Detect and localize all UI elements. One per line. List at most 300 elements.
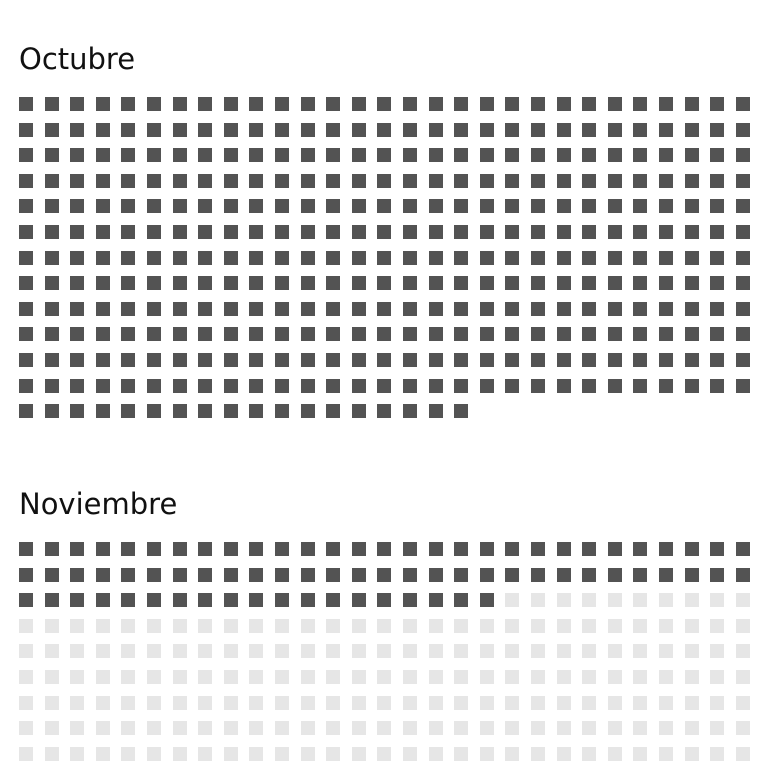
waffle-cell-octubre-filled bbox=[301, 302, 315, 316]
waffle-cell-noviembre-empty bbox=[198, 644, 212, 658]
waffle-cell-noviembre-empty bbox=[403, 721, 417, 735]
waffle-cell-noviembre-filled bbox=[608, 568, 622, 582]
waffle-cell-noviembre-empty bbox=[249, 619, 263, 633]
waffle-cell-noviembre-empty bbox=[710, 696, 724, 710]
waffle-cell-octubre-filled bbox=[45, 327, 59, 341]
waffle-cell-octubre-filled bbox=[147, 225, 161, 239]
waffle-cell-octubre-filled bbox=[608, 123, 622, 137]
waffle-cell-noviembre-empty bbox=[173, 619, 187, 633]
waffle-cell-noviembre-empty bbox=[480, 670, 494, 684]
waffle-cell-noviembre-empty bbox=[608, 747, 622, 761]
waffle-cell-noviembre-empty bbox=[557, 644, 571, 658]
waffle-cell-octubre-filled bbox=[301, 199, 315, 213]
waffle-cell-noviembre-empty bbox=[403, 696, 417, 710]
waffle-cell-octubre-filled bbox=[531, 302, 545, 316]
waffle-cell-octubre-filled bbox=[121, 225, 135, 239]
waffle-cell-octubre-filled bbox=[557, 225, 571, 239]
waffle-cell-noviembre-filled bbox=[173, 593, 187, 607]
waffle-cell-noviembre-filled bbox=[736, 568, 750, 582]
waffle-cell-octubre-filled bbox=[301, 353, 315, 367]
waffle-cell-octubre-filled bbox=[121, 199, 135, 213]
waffle-cell-octubre-filled bbox=[301, 97, 315, 111]
waffle-cell-noviembre-empty bbox=[275, 721, 289, 735]
waffle-cell-octubre-filled bbox=[70, 276, 84, 290]
waffle-cell-octubre-filled bbox=[96, 327, 110, 341]
waffle-cell-octubre-filled bbox=[480, 97, 494, 111]
waffle-cell-octubre-filled bbox=[557, 302, 571, 316]
waffle-cell-octubre-filled bbox=[70, 97, 84, 111]
waffle-cell-noviembre-empty bbox=[198, 619, 212, 633]
waffle-cell-octubre-filled bbox=[198, 404, 212, 418]
waffle-cell-octubre-filled bbox=[301, 174, 315, 188]
waffle-cell-octubre-filled bbox=[147, 276, 161, 290]
waffle-cell-noviembre-empty bbox=[429, 696, 443, 710]
waffle-cell-noviembre-empty bbox=[377, 721, 391, 735]
waffle-cell-octubre-filled bbox=[224, 148, 238, 162]
waffle-cell-octubre-filled bbox=[531, 97, 545, 111]
waffle-cell-octubre-filled bbox=[429, 148, 443, 162]
waffle-cell-noviembre-empty bbox=[173, 696, 187, 710]
waffle-cell-noviembre-filled bbox=[352, 593, 366, 607]
waffle-cell-octubre-filled bbox=[608, 302, 622, 316]
waffle-cell-noviembre-empty bbox=[45, 696, 59, 710]
waffle-cell-octubre-filled bbox=[480, 276, 494, 290]
waffle-cell-octubre-filled bbox=[505, 251, 519, 265]
waffle-cell-octubre-filled bbox=[249, 199, 263, 213]
waffle-cell-noviembre-empty bbox=[659, 721, 673, 735]
waffle-cell-octubre-filled bbox=[275, 148, 289, 162]
waffle-cell-octubre-filled bbox=[70, 148, 84, 162]
waffle-cell-noviembre-empty bbox=[685, 721, 699, 735]
waffle-cell-noviembre-empty bbox=[19, 721, 33, 735]
waffle-cell-octubre-filled bbox=[480, 199, 494, 213]
waffle-cell-noviembre-empty bbox=[633, 670, 647, 684]
waffle-cell-noviembre-empty bbox=[710, 747, 724, 761]
waffle-cell-noviembre-empty bbox=[454, 721, 468, 735]
waffle-cell-noviembre-filled bbox=[96, 542, 110, 556]
waffle-cell-octubre-filled bbox=[121, 97, 135, 111]
waffle-cell-octubre-filled bbox=[633, 225, 647, 239]
waffle-cell-octubre-filled bbox=[198, 327, 212, 341]
waffle-cell-noviembre-filled bbox=[198, 593, 212, 607]
waffle-cell-octubre-filled bbox=[173, 353, 187, 367]
waffle-cell-octubre-filled bbox=[685, 174, 699, 188]
waffle-cell-octubre-filled bbox=[710, 327, 724, 341]
waffle-cell-octubre-filled bbox=[96, 379, 110, 393]
waffle-cell-octubre-filled bbox=[275, 379, 289, 393]
waffle-cell-noviembre-empty bbox=[633, 747, 647, 761]
waffle-cell-octubre-filled bbox=[736, 199, 750, 213]
waffle-cell-noviembre-empty bbox=[531, 593, 545, 607]
waffle-cell-octubre-filled bbox=[275, 327, 289, 341]
waffle-cell-octubre-filled bbox=[352, 251, 366, 265]
waffle-cell-noviembre-empty bbox=[173, 644, 187, 658]
waffle-cell-octubre-filled bbox=[454, 327, 468, 341]
waffle-cell-octubre-filled bbox=[454, 353, 468, 367]
waffle-cell-noviembre-filled bbox=[429, 568, 443, 582]
waffle-cell-noviembre-empty bbox=[480, 696, 494, 710]
waffle-cell-octubre-filled bbox=[633, 148, 647, 162]
waffle-cell-octubre-filled bbox=[249, 276, 263, 290]
waffle-cell-noviembre-empty bbox=[224, 696, 238, 710]
waffle-cell-noviembre-empty bbox=[121, 644, 135, 658]
waffle-cell-octubre-filled bbox=[659, 379, 673, 393]
waffle-cell-octubre-filled bbox=[326, 97, 340, 111]
waffle-cell-octubre-filled bbox=[19, 123, 33, 137]
waffle-cell-noviembre-filled bbox=[531, 542, 545, 556]
waffle-cell-octubre-filled bbox=[403, 199, 417, 213]
waffle-cell-octubre-filled bbox=[582, 97, 596, 111]
waffle-cell-noviembre-empty bbox=[249, 747, 263, 761]
waffle-cell-noviembre-filled bbox=[505, 568, 519, 582]
waffle-cell-octubre-filled bbox=[710, 251, 724, 265]
waffle-cell-octubre-filled bbox=[557, 327, 571, 341]
waffle-cell-octubre-filled bbox=[710, 353, 724, 367]
waffle-cell-noviembre-filled bbox=[659, 568, 673, 582]
waffle-cell-octubre-filled bbox=[326, 123, 340, 137]
waffle-cell-octubre-filled bbox=[70, 174, 84, 188]
waffle-cell-octubre-filled bbox=[710, 123, 724, 137]
waffle-cell-octubre-filled bbox=[377, 404, 391, 418]
waffle-cell-octubre-filled bbox=[224, 327, 238, 341]
waffle-cell-octubre-filled bbox=[454, 148, 468, 162]
waffle-cell-noviembre-empty bbox=[633, 721, 647, 735]
waffle-cell-octubre-filled bbox=[685, 379, 699, 393]
waffle-cell-octubre-filled bbox=[198, 302, 212, 316]
waffle-cell-noviembre-filled bbox=[147, 593, 161, 607]
waffle-cell-noviembre-empty bbox=[659, 644, 673, 658]
waffle-cell-octubre-filled bbox=[326, 199, 340, 213]
waffle-cell-octubre-filled bbox=[45, 225, 59, 239]
waffle-cell-octubre-filled bbox=[147, 379, 161, 393]
waffle-cell-octubre-filled bbox=[45, 123, 59, 137]
waffle-cell-octubre-filled bbox=[454, 199, 468, 213]
waffle-cell-octubre-filled bbox=[301, 379, 315, 393]
waffle-cell-noviembre-filled bbox=[326, 568, 340, 582]
waffle-cell-noviembre-empty bbox=[710, 670, 724, 684]
waffle-cell-noviembre-empty bbox=[173, 721, 187, 735]
waffle-cell-noviembre-filled bbox=[557, 568, 571, 582]
waffle-cell-octubre-filled bbox=[275, 353, 289, 367]
waffle-cell-noviembre-empty bbox=[710, 619, 724, 633]
waffle-cell-octubre-filled bbox=[198, 199, 212, 213]
waffle-cell-octubre-filled bbox=[454, 123, 468, 137]
waffle-cell-noviembre-filled bbox=[96, 568, 110, 582]
waffle-cell-octubre-filled bbox=[301, 276, 315, 290]
waffle-cell-octubre-filled bbox=[736, 123, 750, 137]
waffle-cell-octubre-filled bbox=[377, 225, 391, 239]
waffle-cell-octubre-filled bbox=[275, 276, 289, 290]
waffle-cell-noviembre-empty bbox=[224, 644, 238, 658]
waffle-cell-noviembre-empty bbox=[659, 619, 673, 633]
waffle-cell-noviembre-empty bbox=[557, 619, 571, 633]
waffle-cell-octubre-filled bbox=[531, 276, 545, 290]
waffle-cell-octubre-filled bbox=[633, 251, 647, 265]
waffle-cell-octubre-filled bbox=[608, 174, 622, 188]
waffle-cell-octubre-filled bbox=[659, 123, 673, 137]
waffle-cell-noviembre-filled bbox=[121, 542, 135, 556]
waffle-cell-octubre-filled bbox=[403, 225, 417, 239]
waffle-cell-noviembre-empty bbox=[429, 670, 443, 684]
waffle-cell-octubre-filled bbox=[198, 225, 212, 239]
waffle-cell-noviembre-empty bbox=[659, 593, 673, 607]
waffle-cell-octubre-filled bbox=[352, 148, 366, 162]
waffle-cell-noviembre-empty bbox=[557, 696, 571, 710]
waffle-cell-octubre-filled bbox=[582, 379, 596, 393]
waffle-cell-noviembre-filled bbox=[224, 568, 238, 582]
waffle-cell-octubre-filled bbox=[505, 148, 519, 162]
waffle-cell-noviembre-empty bbox=[19, 644, 33, 658]
waffle-cell-octubre-filled bbox=[121, 251, 135, 265]
waffle-cell-octubre-filled bbox=[736, 353, 750, 367]
waffle-cell-octubre-filled bbox=[659, 97, 673, 111]
waffle-cell-noviembre-filled bbox=[685, 542, 699, 556]
waffle-cell-octubre-filled bbox=[326, 251, 340, 265]
waffle-cell-octubre-filled bbox=[582, 251, 596, 265]
waffle-cell-noviembre-empty bbox=[480, 721, 494, 735]
waffle-cell-octubre-filled bbox=[70, 199, 84, 213]
waffle-cell-noviembre-empty bbox=[454, 619, 468, 633]
waffle-cell-octubre-filled bbox=[96, 123, 110, 137]
waffle-cell-octubre-filled bbox=[249, 123, 263, 137]
waffle-cell-noviembre-empty bbox=[70, 644, 84, 658]
waffle-cell-octubre-filled bbox=[505, 225, 519, 239]
waffle-cell-noviembre-filled bbox=[70, 568, 84, 582]
waffle-cell-noviembre-empty bbox=[19, 696, 33, 710]
waffle-cell-octubre-filled bbox=[608, 327, 622, 341]
waffle-cell-octubre-filled bbox=[377, 276, 391, 290]
waffle-cell-octubre-filled bbox=[173, 404, 187, 418]
waffle-cell-octubre-filled bbox=[377, 199, 391, 213]
waffle-cell-noviembre-empty bbox=[70, 747, 84, 761]
waffle-cell-octubre-filled bbox=[710, 148, 724, 162]
waffle-cell-noviembre-empty bbox=[275, 747, 289, 761]
waffle-cell-octubre-filled bbox=[710, 199, 724, 213]
waffle-cell-noviembre-empty bbox=[301, 670, 315, 684]
waffle-cell-octubre-filled bbox=[301, 123, 315, 137]
waffle-cell-octubre-filled bbox=[377, 353, 391, 367]
waffle-cell-octubre-filled bbox=[249, 97, 263, 111]
waffle-cell-noviembre-empty bbox=[633, 593, 647, 607]
chart-title-noviembre: Noviembre bbox=[19, 487, 178, 521]
waffle-cell-noviembre-empty bbox=[736, 747, 750, 761]
waffle-cell-noviembre-empty bbox=[173, 747, 187, 761]
waffle-cell-octubre-filled bbox=[70, 327, 84, 341]
waffle-cell-octubre-filled bbox=[557, 379, 571, 393]
waffle-cell-noviembre-filled bbox=[505, 542, 519, 556]
waffle-cell-octubre-filled bbox=[608, 225, 622, 239]
waffle-cell-noviembre-empty bbox=[70, 721, 84, 735]
waffle-cell-octubre-filled bbox=[224, 174, 238, 188]
waffle-cell-octubre-filled bbox=[429, 174, 443, 188]
waffle-cell-octubre-filled bbox=[531, 174, 545, 188]
waffle-cell-noviembre-empty bbox=[557, 593, 571, 607]
waffle-cell-octubre-filled bbox=[121, 302, 135, 316]
waffle-cell-noviembre-empty bbox=[505, 593, 519, 607]
waffle-cell-octubre-filled bbox=[557, 97, 571, 111]
waffle-cell-noviembre-empty bbox=[429, 721, 443, 735]
waffle-cell-noviembre-empty bbox=[403, 747, 417, 761]
waffle-cell-noviembre-empty bbox=[531, 644, 545, 658]
waffle-cell-octubre-filled bbox=[633, 379, 647, 393]
waffle-cell-octubre-filled bbox=[45, 199, 59, 213]
waffle-cell-noviembre-empty bbox=[147, 747, 161, 761]
waffle-cell-octubre-filled bbox=[301, 225, 315, 239]
waffle-cell-octubre-filled bbox=[710, 276, 724, 290]
waffle-cell-octubre-filled bbox=[659, 353, 673, 367]
waffle-cell-octubre-filled bbox=[121, 174, 135, 188]
waffle-cell-octubre-filled bbox=[505, 276, 519, 290]
waffle-cell-noviembre-empty bbox=[147, 644, 161, 658]
waffle-cell-octubre-filled bbox=[224, 199, 238, 213]
waffle-cell-octubre-filled bbox=[173, 97, 187, 111]
waffle-cell-octubre-filled bbox=[147, 404, 161, 418]
waffle-cell-octubre-filled bbox=[121, 404, 135, 418]
waffle-cell-octubre-filled bbox=[224, 404, 238, 418]
waffle-cell-octubre-filled bbox=[531, 199, 545, 213]
waffle-cell-noviembre-filled bbox=[429, 542, 443, 556]
waffle-cell-octubre-filled bbox=[45, 353, 59, 367]
waffle-cell-octubre-filled bbox=[249, 302, 263, 316]
waffle-cell-octubre-filled bbox=[96, 199, 110, 213]
waffle-cell-octubre-filled bbox=[45, 276, 59, 290]
waffle-cell-noviembre-empty bbox=[377, 747, 391, 761]
waffle-cell-octubre-filled bbox=[224, 276, 238, 290]
waffle-cell-noviembre-filled bbox=[403, 568, 417, 582]
waffle-cell-octubre-filled bbox=[70, 251, 84, 265]
waffle-cell-octubre-filled bbox=[301, 148, 315, 162]
waffle-cell-noviembre-empty bbox=[582, 696, 596, 710]
waffle-cell-octubre-filled bbox=[531, 148, 545, 162]
waffle-cell-noviembre-empty bbox=[454, 747, 468, 761]
waffle-cell-octubre-filled bbox=[173, 327, 187, 341]
waffle-cell-octubre-filled bbox=[736, 276, 750, 290]
waffle-cell-noviembre-empty bbox=[96, 619, 110, 633]
waffle-cell-octubre-filled bbox=[70, 353, 84, 367]
waffle-cell-noviembre-filled bbox=[582, 568, 596, 582]
waffle-cell-noviembre-empty bbox=[710, 644, 724, 658]
waffle-cell-octubre-filled bbox=[19, 379, 33, 393]
waffle-cell-noviembre-empty bbox=[96, 670, 110, 684]
waffle-cell-octubre-filled bbox=[454, 251, 468, 265]
waffle-cell-noviembre-empty bbox=[736, 644, 750, 658]
waffle-cell-noviembre-empty bbox=[96, 644, 110, 658]
waffle-cell-noviembre-empty bbox=[403, 644, 417, 658]
waffle-cell-noviembre-empty bbox=[377, 696, 391, 710]
waffle-cell-octubre-filled bbox=[352, 379, 366, 393]
waffle-cell-octubre-filled bbox=[198, 353, 212, 367]
waffle-cell-octubre-filled bbox=[633, 327, 647, 341]
waffle-cell-octubre-filled bbox=[326, 379, 340, 393]
waffle-cell-octubre-filled bbox=[352, 225, 366, 239]
waffle-cell-octubre-filled bbox=[557, 174, 571, 188]
waffle-cell-octubre-filled bbox=[96, 302, 110, 316]
waffle-cell-octubre-filled bbox=[633, 353, 647, 367]
waffle-cell-octubre-filled bbox=[429, 404, 443, 418]
waffle-cell-octubre-filled bbox=[70, 123, 84, 137]
waffle-cell-octubre-filled bbox=[736, 327, 750, 341]
waffle-cell-octubre-filled bbox=[96, 148, 110, 162]
waffle-cell-octubre-filled bbox=[121, 276, 135, 290]
waffle-cell-noviembre-empty bbox=[608, 696, 622, 710]
waffle-cell-noviembre-filled bbox=[352, 568, 366, 582]
waffle-cell-noviembre-filled bbox=[480, 568, 494, 582]
waffle-cell-octubre-filled bbox=[249, 148, 263, 162]
waffle-cell-octubre-filled bbox=[505, 97, 519, 111]
waffle-cell-noviembre-empty bbox=[326, 619, 340, 633]
waffle-cell-octubre-filled bbox=[121, 148, 135, 162]
waffle-cell-octubre-filled bbox=[147, 251, 161, 265]
waffle-cell-octubre-filled bbox=[582, 276, 596, 290]
waffle-cell-noviembre-filled bbox=[19, 593, 33, 607]
waffle-cell-octubre-filled bbox=[403, 353, 417, 367]
waffle-cell-noviembre-empty bbox=[45, 747, 59, 761]
waffle-cell-noviembre-filled bbox=[70, 593, 84, 607]
waffle-cell-noviembre-empty bbox=[147, 721, 161, 735]
waffle-cell-octubre-filled bbox=[377, 251, 391, 265]
waffle-cell-octubre-filled bbox=[736, 251, 750, 265]
waffle-cell-octubre-filled bbox=[19, 148, 33, 162]
waffle-cell-noviembre-empty bbox=[582, 670, 596, 684]
waffle-cell-noviembre-empty bbox=[685, 747, 699, 761]
waffle-cell-octubre-filled bbox=[96, 353, 110, 367]
waffle-cell-noviembre-empty bbox=[505, 747, 519, 761]
waffle-cell-noviembre-empty bbox=[710, 593, 724, 607]
waffle-cell-octubre-filled bbox=[480, 302, 494, 316]
waffle-cell-octubre-filled bbox=[352, 302, 366, 316]
waffle-cell-octubre-filled bbox=[70, 379, 84, 393]
waffle-cell-octubre-filled bbox=[377, 302, 391, 316]
waffle-cell-octubre-filled bbox=[275, 123, 289, 137]
waffle-cell-octubre-filled bbox=[557, 148, 571, 162]
waffle-cell-octubre-filled bbox=[198, 97, 212, 111]
waffle-cell-noviembre-empty bbox=[45, 721, 59, 735]
waffle-cell-octubre-filled bbox=[403, 302, 417, 316]
waffle-cell-octubre-filled bbox=[173, 225, 187, 239]
waffle-cell-noviembre-filled bbox=[275, 542, 289, 556]
waffle-cell-octubre-filled bbox=[198, 251, 212, 265]
waffle-cell-octubre-filled bbox=[173, 199, 187, 213]
waffle-cell-octubre-filled bbox=[249, 327, 263, 341]
waffle-cell-octubre-filled bbox=[198, 276, 212, 290]
waffle-cell-octubre-filled bbox=[685, 148, 699, 162]
waffle-cell-octubre-filled bbox=[429, 276, 443, 290]
waffle-cell-noviembre-empty bbox=[685, 670, 699, 684]
waffle-cell-octubre-filled bbox=[454, 276, 468, 290]
waffle-cell-noviembre-filled bbox=[147, 568, 161, 582]
waffle-cell-octubre-filled bbox=[480, 148, 494, 162]
waffle-cell-octubre-filled bbox=[147, 123, 161, 137]
waffle-cell-octubre-filled bbox=[352, 97, 366, 111]
waffle-cell-octubre-filled bbox=[19, 225, 33, 239]
waffle-cell-noviembre-empty bbox=[403, 619, 417, 633]
waffle-cell-noviembre-filled bbox=[275, 593, 289, 607]
waffle-cell-octubre-filled bbox=[736, 379, 750, 393]
waffle-cell-noviembre-empty bbox=[173, 670, 187, 684]
waffle-cell-noviembre-filled bbox=[685, 568, 699, 582]
waffle-cell-noviembre-filled bbox=[70, 542, 84, 556]
waffle-cell-noviembre-empty bbox=[505, 619, 519, 633]
waffle-cell-noviembre-filled bbox=[45, 593, 59, 607]
waffle-cell-noviembre-empty bbox=[249, 721, 263, 735]
waffle-cell-noviembre-empty bbox=[326, 721, 340, 735]
waffle-cell-octubre-filled bbox=[505, 174, 519, 188]
waffle-cell-noviembre-empty bbox=[121, 747, 135, 761]
waffle-cell-octubre-filled bbox=[454, 302, 468, 316]
waffle-cell-noviembre-empty bbox=[224, 619, 238, 633]
waffle-cell-noviembre-empty bbox=[531, 670, 545, 684]
waffle-cell-noviembre-empty bbox=[19, 619, 33, 633]
